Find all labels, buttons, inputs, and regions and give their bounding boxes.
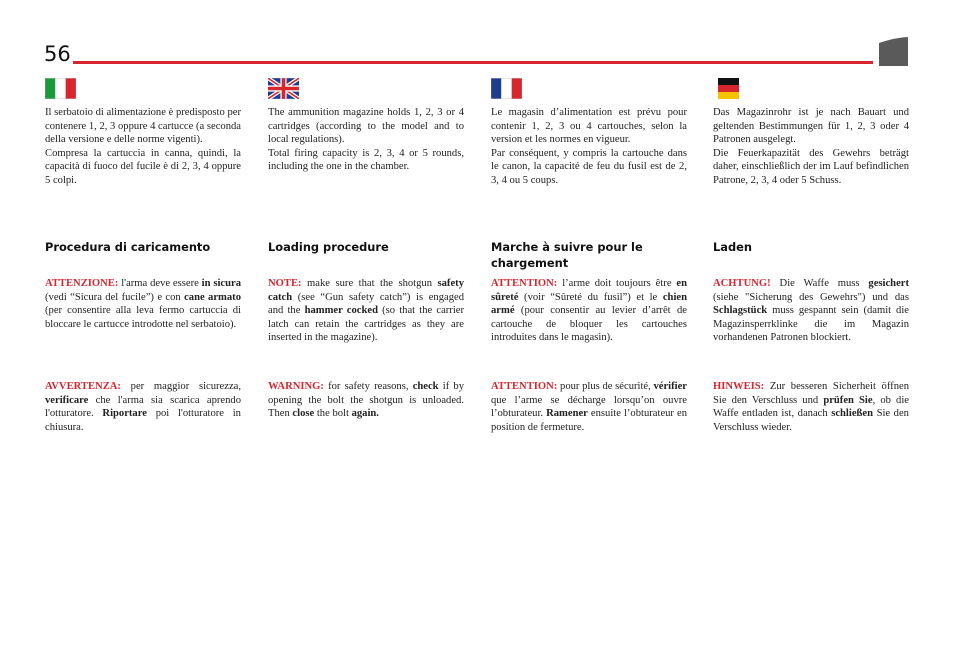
warning-keyword: again.	[351, 408, 379, 420]
section-heading: Laden	[713, 240, 752, 254]
warning-text: che l'arma sia scarica aprendo l'otturatore.	[45, 394, 241, 420]
uk-flag-icon	[268, 78, 299, 99]
french-flag-icon	[491, 78, 522, 99]
warning-text: Sie den Verschluss wieder.	[713, 408, 909, 433]
warning-text: pour plus de sécurité,	[557, 381, 654, 392]
warning-keyword: close	[292, 408, 315, 420]
warning-keyword: schließen	[831, 408, 874, 420]
note-text: l'arma deve essere	[118, 278, 202, 289]
note-text: (voir “Sûreté du fusil”) et le	[518, 291, 663, 303]
column-german	[713, 78, 909, 433]
intro-text	[268, 106, 464, 174]
caution-note	[713, 277, 909, 345]
caution-note	[491, 277, 687, 345]
note-label: ACHTUNG!	[713, 278, 771, 289]
warning-text: the bolt	[314, 408, 352, 420]
column-french	[491, 78, 687, 433]
warning-keyword: prüfen Sie	[823, 394, 873, 406]
warning-text: Zur besseren Sicherheit öffnen Sie den Verschluss und	[713, 381, 909, 406]
note-label: ATTENTION:	[491, 278, 558, 289]
note-keyword: cane armato	[184, 291, 241, 303]
warning-text: que l’arme se décharge lorsqu’on ouvre l’obturateur.	[491, 394, 687, 420]
note-keyword: chien armé	[491, 291, 687, 317]
warning-text: poi l'otturatore in chiusura.	[45, 408, 241, 433]
warning-text: if by opening the bolt the shotgun is unloaded. Then	[268, 381, 464, 420]
note-label: NOTE:	[268, 278, 302, 289]
intro-text	[45, 106, 241, 188]
note-keyword: in sicura	[201, 278, 241, 289]
note-text: (so that the carrier latch can retain the cartridges as they are inserted in the magazine).	[268, 305, 464, 344]
intro-paragraph: Par conséquent, y compris la cartouche dans le canon, la capacité de feu du fusil est de 2, 3, 4 ou 5 coups.	[491, 147, 687, 186]
warning-keyword: verificare	[45, 394, 89, 406]
intro-paragraph: Das Magazinrohr ist je nach Bauart und geltenden Bestimmungen für 1, 2, 3 oder 4 Patronen ausgelegt.	[713, 107, 909, 146]
warning-text: , ob die Waffe entladen ist, danach	[713, 394, 909, 420]
page-number: 56	[44, 42, 71, 66]
warning-note	[713, 380, 909, 434]
note-keyword: Schlagstück	[713, 305, 768, 317]
note-keyword: hammer cocked	[304, 305, 378, 317]
warning-keyword: vérifier	[653, 381, 687, 392]
intro-paragraph: Total firing capacity is 2, 3, 4 or 5 rounds, including the one in the chamber.	[268, 147, 464, 173]
note-text: (vedi “Sicura del fucile”) e con	[45, 291, 185, 303]
warning-keyword: Ramener	[546, 408, 588, 420]
note-text: (per consentire alla leva fermo cartuccia di bloccare le cartucce introdotte nel serbatoio).	[45, 305, 241, 330]
warning-keyword: check	[412, 381, 439, 392]
warning-label: ATTENTION:	[491, 381, 558, 392]
intro-paragraph: The ammunition magazine holds 1, 2, 3 or 4 cartridges (according to the model and to local regulations).	[268, 107, 464, 146]
caution-note	[268, 277, 464, 345]
note-text: (see “Gun safety catch”) is engaged and the	[268, 291, 464, 317]
intro-paragraph: Die Feuerkapazität des Gewehrs beträgt daher, einschließlich der im Lauf befindlichen Patrone, 2, 3, 4 oder 5 Schuss.	[713, 147, 909, 186]
warning-label: AVVERTENZA:	[45, 381, 121, 392]
note-text: (siehe "Sicherung des Gewehrs") und das	[713, 291, 909, 303]
warning-label: HINWEIS:	[713, 381, 765, 392]
caution-note	[45, 277, 241, 331]
note-text: l’arme doit toujours être	[557, 278, 677, 289]
intro-paragraph: Compresa la cartuccia in canna, quindi, la capacità di fuoco del fucile è di 2, 3, 4 oppure 5 colpi.	[45, 147, 241, 186]
column-english	[268, 78, 464, 420]
intro-text	[491, 106, 687, 188]
note-text: Die Waffe muss	[770, 278, 869, 289]
italian-flag-icon	[45, 78, 76, 99]
note-label: ATTENZIONE:	[45, 278, 119, 289]
warning-text: for safety reasons,	[323, 381, 413, 392]
intro-paragraph: Le magasin d’alimentation est prévu pour contenir 1, 2, 3 ou 4 cartouches, selon la version et les normes en vigueur.	[491, 107, 687, 146]
section-heading: Marche à suivre pour le chargement	[491, 240, 643, 270]
warning-keyword: Riportare	[102, 408, 147, 420]
warning-note	[45, 380, 241, 434]
note-keyword: en sûreté	[491, 278, 687, 303]
intro-paragraph: Il serbatoio di alimentazione è predisposto per contenere 1, 2, 3 oppure 4 cartucce (a seconda della versione e delle norme vigenti).	[45, 107, 241, 146]
warning-text: ensuite l’obturateur en position de fermeture.	[491, 408, 687, 433]
column-italian	[45, 78, 241, 433]
note-text: make sure that the shotgun	[301, 278, 438, 289]
warning-text: per maggior sicurezza,	[120, 381, 241, 392]
german-flag-icon	[713, 78, 744, 99]
note-text: muss gespannt sein (damit die Magazinsperrklinke die im Magazin vorhandenen Patronen blockiert.	[713, 305, 909, 344]
section-heading: Procedura di caricamento	[45, 240, 211, 254]
note-keyword: safety catch	[268, 278, 464, 303]
warning-note	[268, 380, 464, 421]
warning-note	[491, 380, 687, 434]
header-rule	[73, 61, 873, 64]
note-keyword: gesichert	[868, 278, 909, 289]
note-text: (pour consentir au levier d’arrêt de cartouche de bloquer les cartouches introduites dans le magasin).	[491, 305, 687, 344]
corner-tab	[879, 37, 908, 66]
intro-text	[713, 106, 909, 188]
warning-label: WARNING:	[268, 381, 324, 392]
section-heading: Loading procedure	[268, 240, 389, 254]
